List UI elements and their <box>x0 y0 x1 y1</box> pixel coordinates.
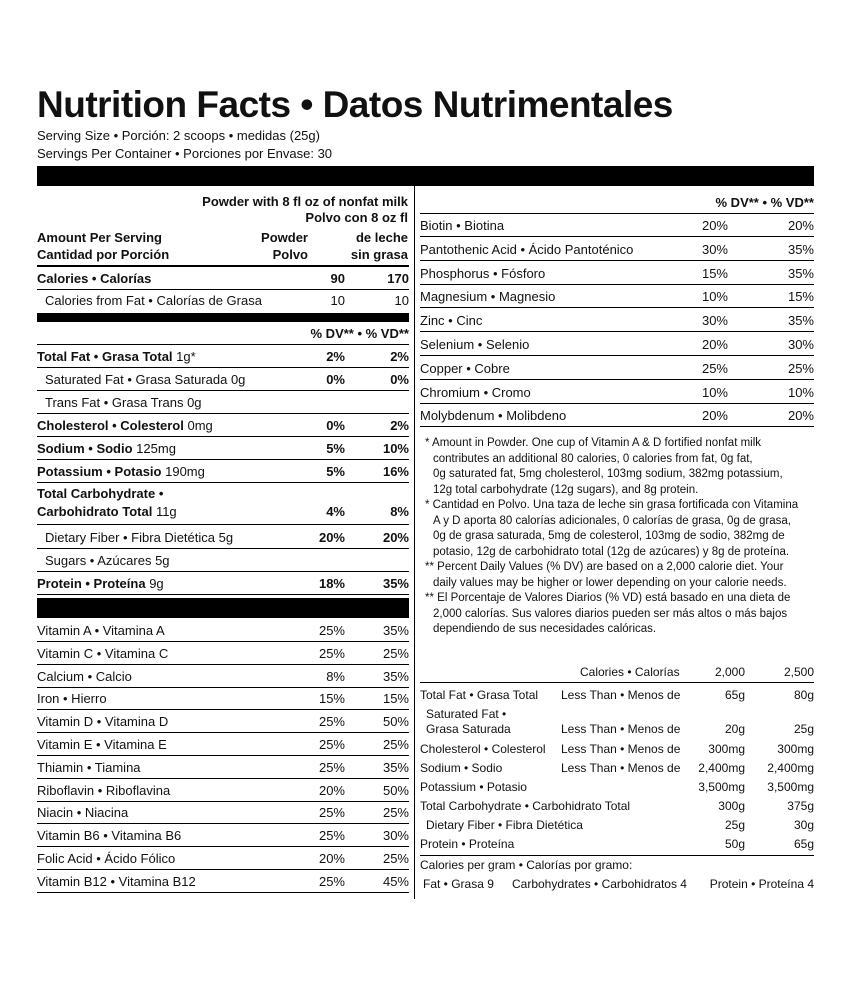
vitamin-milk-dv: 50% <box>382 714 409 730</box>
ref-row <box>420 759 814 778</box>
nutrient-powder-dv: 20% <box>318 530 345 545</box>
de-leche-label: de leche <box>355 230 408 245</box>
vitamin-row <box>37 620 409 642</box>
mineral-milk-dv: 35% <box>787 313 814 329</box>
footnote-line: ** Percent Daily Values (% DV) are based on a 2,000 calorie diet. Your <box>425 561 784 573</box>
ref-row-label: Dietary Fiber • Fibra Dietética <box>426 818 583 832</box>
nutrient-row <box>37 346 409 368</box>
carb-powder: 4% <box>326 504 345 519</box>
mineral-row <box>420 333 814 356</box>
vitamin-milk-dv: 35% <box>382 623 409 638</box>
mineral-milk-dv: 30% <box>787 337 814 352</box>
ref-row-qualifier: Less Than • Menos de <box>561 722 681 736</box>
vitamin-powder-dv: 25% <box>318 714 345 730</box>
nutrient-amount: 5g <box>155 553 170 568</box>
sin-grasa-label: sin grasa <box>350 247 408 262</box>
amount-per-serving: Amount Per Serving <box>37 230 162 245</box>
footnote-line: * Cantidad en Polvo. Una taza de leche sin grasa fortificada con Vitamina <box>425 499 799 511</box>
ref-row-2000: 2,400mg <box>698 761 745 775</box>
nutrient-powder-dv: 0% <box>326 418 345 433</box>
vitamin-row <box>37 802 409 824</box>
nutrient-milk-dv: 35% <box>382 576 409 591</box>
mineral-powder-dv: 15% <box>701 265 728 281</box>
nutrient-label: Total Fat • Grasa Total <box>37 349 173 364</box>
nutrient-label: Trans Fat • Grasa Trans <box>45 395 184 410</box>
nutrient-row <box>37 550 409 572</box>
mineral-label: Selenium • Selenio <box>420 337 530 352</box>
footnote-line: 0g de grasa saturada, 5mg de colesterol, 103mg de sodio, 382mg de <box>433 530 785 542</box>
ref-row-2500: 30g <box>793 818 814 832</box>
vitamin-powder-dv: 8% <box>326 668 345 684</box>
ref-row-label: Total Carbohydrate • Carbohidrato Total <box>420 799 631 813</box>
mineral-label: Copper • Cobre <box>420 360 510 376</box>
vitamin-milk-dv: 35% <box>382 668 409 684</box>
nutrient-amount: 1g* <box>176 349 196 364</box>
header-bar <box>37 166 814 186</box>
vitamin-row <box>37 871 409 893</box>
mineral-powder-dv: 20% <box>701 337 728 352</box>
ref-row-2500: 25g <box>793 722 814 736</box>
cantidad-por-porcion: Cantidad por Porción <box>37 247 170 262</box>
mineral-row <box>420 214 814 237</box>
mineral-row <box>420 381 814 404</box>
nutrient-milk-dv: 16% <box>382 464 409 479</box>
nutrient-milk-dv: 20% <box>382 530 409 545</box>
mineral-powder-dv: 25% <box>701 360 728 376</box>
calories-fat-milk: 10 <box>394 293 409 308</box>
ref-row-2000: 50g <box>724 837 745 851</box>
calories-per-gram <box>420 855 814 894</box>
ref-row-2000: 300g <box>718 799 745 813</box>
nutrient-label: Protein • Proteína <box>37 576 146 591</box>
nutrient-row <box>37 392 409 414</box>
ref-row-2500: 80g <box>793 688 814 702</box>
page-title: Nutrition Facts • Datos Nutrimentales <box>37 84 673 125</box>
vitamin-row <box>37 734 409 756</box>
ref-row-label: Total Fat • Grasa Total <box>420 688 539 702</box>
mineral-milk-dv: 10% <box>787 384 814 400</box>
carb-line2 <box>37 503 177 521</box>
mineral-milk-dv: 20% <box>787 218 814 233</box>
vitamin-label: Vitamin B6 • Vitamina B6 <box>37 828 182 844</box>
vitamin-milk-dv: 45% <box>382 873 409 889</box>
nutrient-powder-dv: 5% <box>326 464 345 479</box>
vitamin-milk-dv: 25% <box>382 851 409 866</box>
ref-row-label: Sodium • Sodio <box>420 761 503 775</box>
ref-row-2500: 3,500mg <box>767 780 814 794</box>
calories-fat-label: Calories from Fat • Calorías de Grasa <box>45 293 262 308</box>
nutrient-powder-dv: 0% <box>326 372 345 387</box>
footnote-line: A y D aporta 80 calorías adicionales, 0 calorías de grasa, 0g de grasa, <box>433 514 791 527</box>
nutrient-amount: 0g <box>230 372 246 387</box>
vitamin-milk-dv: 25% <box>382 737 409 752</box>
cal-carb: Carbohydrates • Carbohidratos 4 <box>512 877 687 891</box>
mineral-label: Biotin • Biotina <box>420 218 505 233</box>
ref-row <box>420 778 814 797</box>
ref-row-2500: 65g <box>793 837 814 851</box>
vitamin-row <box>37 757 409 779</box>
vitamin-label: Vitamin D • Vitamina D <box>37 714 169 730</box>
nutrient-row <box>37 573 409 595</box>
ref-row-2500: 375g <box>787 799 814 813</box>
serving-size: Serving Size • Porción: 2 scoops • medidas (25g) <box>37 128 320 143</box>
nutrient-label: Saturated Fat • Grasa Saturada <box>45 372 228 387</box>
cal-fat: Fat • Grasa 9 <box>423 877 494 891</box>
mineral-milk-dv: 35% <box>787 241 814 257</box>
mineral-powder-dv: 20% <box>701 218 728 233</box>
vitamin-milk-dv: 35% <box>382 759 409 775</box>
nutrient-row <box>37 461 409 483</box>
vitamin-powder-dv: 20% <box>318 782 345 798</box>
calories-row <box>37 268 409 290</box>
mineral-label: Molybdenum • Molibdeno <box>420 408 567 424</box>
ref-row-2000: 3,500mg <box>698 780 745 794</box>
carb-amount: 11g <box>155 504 177 519</box>
mineral-row <box>420 285 814 308</box>
nutrient-amount: 9g <box>149 576 164 591</box>
vitamin-milk-dv: 25% <box>382 645 409 661</box>
ref-row-2500: 2,400mg <box>767 761 814 775</box>
footnote-line: * Amount in Powder. One cup of Vitamin A & D fortified nonfat milk <box>425 437 762 449</box>
ref-header-2500: 2,500 <box>783 665 814 679</box>
cal-protein: Protein • Proteína 4 <box>709 877 814 891</box>
ref-row-qualifier: Less Than • Menos de <box>561 742 681 756</box>
nutrient-amount: 190mg <box>165 464 205 479</box>
vitamin-milk-dv: 50% <box>382 782 409 798</box>
mineral-label: Pantothenic Acid • Ácido Pantoténico <box>420 241 634 257</box>
nutrient-label-wrap <box>37 346 196 368</box>
vitamin-label: Riboflavin • Riboflavina <box>37 782 171 798</box>
ref-row-qualifier: Less Than • Menos de <box>561 688 681 702</box>
ref-row <box>420 797 814 816</box>
carb-label-1: Total Carbohydrate • <box>37 486 164 501</box>
vitamin-powder-dv: 25% <box>318 645 345 661</box>
vitamin-label: Vitamin A • Vitamina A <box>37 623 165 638</box>
nutrient-label: Potassium • Potasio <box>37 464 162 479</box>
footnote-line: 12g total carbohydrate (12g sugars), and 8g protein. <box>433 483 699 496</box>
mineral-row <box>420 238 814 261</box>
nutrient-milk-dv: 2% <box>390 349 409 364</box>
nutrient-label-wrap <box>37 415 213 437</box>
footnote-line: 2,000 calorías. Sus valores diarios pueden ser más altos o más bajos <box>433 607 788 620</box>
ref-row-label: Saturated Fat • <box>426 707 507 721</box>
vitamin-row <box>37 711 409 733</box>
ref-header <box>420 663 814 683</box>
ref-row-qualifier: Less Than • Menos de <box>561 761 681 775</box>
cal-per-gram-label: Calories per gram • Calorías por gramo: <box>420 858 633 872</box>
footnote-line: daily values may be higher or lower depending on your calorie needs. <box>433 576 787 589</box>
carb-label-2: Carbohidrato Total <box>37 504 153 519</box>
ref-row-label: Potassium • Potasio <box>420 780 527 794</box>
ref-row <box>420 835 814 854</box>
footnote-line: potasio, 12g de carbohidrato total (12g de azúcares) y 8g de proteína. <box>433 545 790 558</box>
dv-header-row <box>37 323 409 345</box>
nutrient-row <box>37 369 409 391</box>
nutrient-milk-dv: 10% <box>382 441 409 456</box>
nutrient-powder-dv: 2% <box>326 349 345 364</box>
vitamin-row <box>37 848 409 870</box>
carb-row <box>37 485 409 525</box>
column-divider <box>414 186 415 899</box>
vitamin-powder-dv: 25% <box>318 873 345 889</box>
servings-per-container: Servings Per Container • Porciones por Envase: 30 <box>37 146 333 161</box>
powder-label: Powder <box>261 230 308 245</box>
vitamin-milk-dv: 30% <box>382 828 409 844</box>
vitamin-label: Calcium • Calcio <box>37 668 132 684</box>
carb-milk: 8% <box>390 504 409 519</box>
calories-milk: 170 <box>387 271 409 286</box>
footnote-line: contributes an additional 80 calories, 0 calories from fat, 0g fat, <box>433 452 753 465</box>
nutrient-label-wrap <box>37 573 164 595</box>
nutrient-label-wrap <box>45 392 202 414</box>
ref-row <box>420 816 814 835</box>
vitamin-powder-dv: 25% <box>318 828 345 844</box>
ref-row-label: Cholesterol • Colesterol <box>420 742 546 756</box>
nutrient-powder-dv: 5% <box>326 441 345 456</box>
calories-fat-row <box>37 290 409 312</box>
ref-row-2000: 65g <box>724 688 745 702</box>
ref-row-label: Protein • Proteína <box>420 837 515 851</box>
vitamin-milk-dv: 15% <box>382 691 409 707</box>
milk-header-line1: Powder with 8 fl oz of nonfat milk <box>202 194 408 209</box>
mineral-label: Phosphorus • Fósforo <box>420 265 546 281</box>
vitamin-row <box>37 643 409 665</box>
nutrient-label: Sugars • Azúcares <box>45 553 152 568</box>
vitamin-milk-dv: 25% <box>382 805 409 821</box>
mineral-row <box>420 309 814 332</box>
milk-header-line2: Polvo con 8 oz fl <box>305 210 408 225</box>
ref-row <box>420 740 814 759</box>
nutrient-amount: 5g <box>218 530 234 545</box>
nutrient-amount: 125mg <box>136 441 176 456</box>
ref-row <box>420 686 814 705</box>
ref-row-2500: 300mg <box>777 742 814 756</box>
nutrient-row <box>37 527 409 549</box>
left-dv-header: % DV** • % VD** <box>310 326 409 341</box>
vitamin-powder-dv: 25% <box>318 805 345 821</box>
vitamin-powder-dv: 20% <box>318 851 345 866</box>
mineral-row <box>420 357 814 380</box>
mineral-label: Zinc • Cinc <box>420 313 483 329</box>
nutrient-label: Dietary Fiber • Fibra Dietética <box>45 530 215 545</box>
vitamin-row <box>37 780 409 802</box>
nutrient-powder-dv: 18% <box>318 576 345 591</box>
mineral-powder-dv: 30% <box>701 241 728 257</box>
nutrient-milk-dv: 0% <box>390 372 409 387</box>
nutrient-label: Sodium • Sodio <box>37 441 133 456</box>
mineral-row <box>420 404 814 427</box>
calories-powder: 90 <box>330 271 345 286</box>
nutrient-label-wrap <box>37 438 176 460</box>
mineral-milk-dv: 35% <box>787 265 814 281</box>
nutrient-milk-dv: 2% <box>390 418 409 433</box>
polvo-label: Polvo <box>272 247 308 262</box>
nutrient-amount: 0mg <box>187 418 213 433</box>
divider <box>37 265 409 267</box>
mineral-row <box>420 262 814 285</box>
ref-header-2000: 2,000 <box>714 665 745 679</box>
ref-row <box>420 720 814 739</box>
ref-row-2000: 25g <box>724 818 745 832</box>
nutrient-label: Cholesterol • Colesterol <box>37 418 184 433</box>
mineral-label: Chromium • Cromo <box>420 384 531 400</box>
mineral-powder-dv: 10% <box>701 384 728 400</box>
vitamin-label: Thiamin • Tiamina <box>37 759 141 775</box>
nutrient-label-wrap <box>45 550 170 572</box>
mineral-milk-dv: 15% <box>787 289 814 305</box>
vitamin-label: Vitamin E • Vitamina E <box>37 737 167 752</box>
footnotes <box>421 436 814 638</box>
calories-fat-powder: 10 <box>330 293 345 308</box>
mineral-label: Magnesium • Magnesio <box>420 289 556 305</box>
nutrient-label-wrap <box>37 461 205 483</box>
ref-row-2000: 20g <box>724 722 745 736</box>
divider <box>37 313 409 322</box>
vitamin-row <box>37 688 409 710</box>
vitamin-row <box>37 666 409 688</box>
vitamin-powder-dv: 15% <box>318 691 345 707</box>
calories-label: Calories • Calorías <box>37 271 152 286</box>
right-dv-header: % DV** • % VD** <box>715 195 814 210</box>
nutrient-label-wrap <box>45 527 233 549</box>
vitamin-powder-dv: 25% <box>318 737 345 752</box>
cal-per-gram-values <box>420 875 814 894</box>
divider <box>37 598 409 618</box>
nutrient-row <box>37 438 409 460</box>
ref-header-label: Calories • Calorías <box>580 665 680 679</box>
nutrient-label-wrap <box>45 369 245 391</box>
ref-row-2000: 300mg <box>708 742 745 756</box>
vitamin-label: Iron • Hierro <box>37 691 107 707</box>
footnote-line: ** El Porcentaje de Valores Diarios (% VD) está basado en una dieta de <box>425 592 791 604</box>
vitamin-powder-dv: 25% <box>318 759 345 775</box>
footnote-line: 0g saturated fat, 5mg cholesterol, 103mg sodium, 382mg potassium, <box>433 468 783 480</box>
vitamin-label: Vitamin C • Vitamina C <box>37 645 169 661</box>
mineral-powder-dv: 30% <box>701 313 728 329</box>
vitamin-row <box>37 825 409 847</box>
mineral-powder-dv: 20% <box>701 408 728 424</box>
footnote-line: dependiendo de sus necesidades calóricas. <box>433 623 657 635</box>
nutrient-row <box>37 415 409 437</box>
nutrient-amount: 0g <box>187 395 202 410</box>
mineral-milk-dv: 20% <box>787 408 814 424</box>
vitamin-label: Vitamin B12 • Vitamina B12 <box>37 873 196 889</box>
vitamin-powder-dv: 25% <box>318 623 345 638</box>
ref-row-label: Grasa Saturada <box>426 722 511 736</box>
vitamin-label: Niacin • Niacina <box>37 805 129 821</box>
mineral-milk-dv: 25% <box>787 360 814 376</box>
right-dv-header-row <box>420 192 814 214</box>
vitamin-label: Folic Acid • Ácido Fólico <box>37 851 176 866</box>
mineral-powder-dv: 10% <box>701 289 728 305</box>
